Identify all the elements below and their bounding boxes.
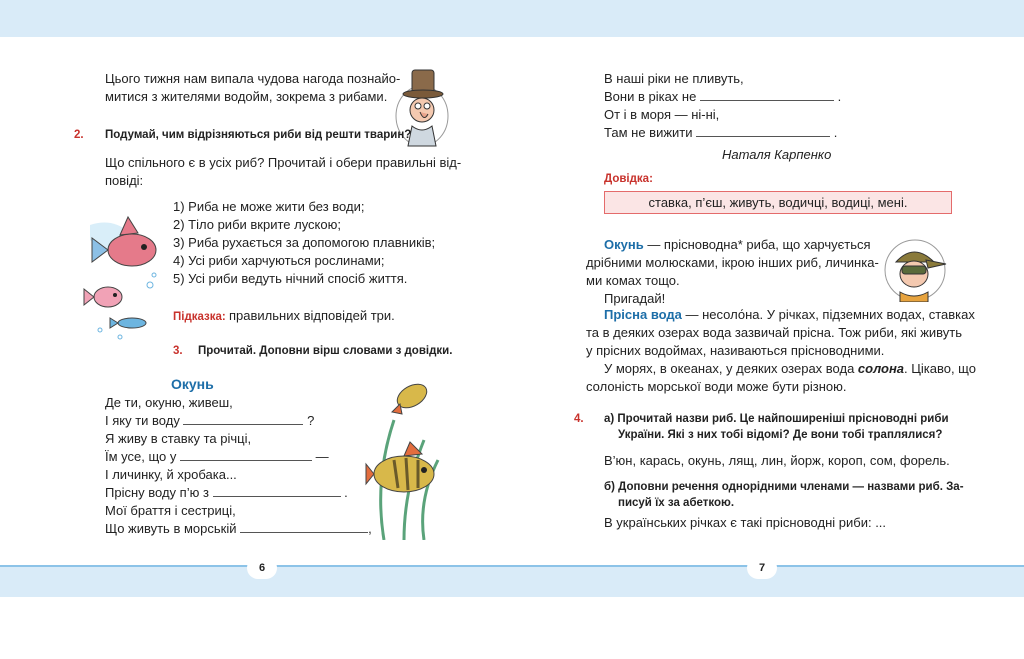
task3-title: Прочитай. Доповни вірш словами з довідки. (198, 345, 453, 357)
task4-a-line-1: а) Прочитай назви риб. Це найпоширеніші прісноводні риби (604, 413, 949, 425)
task2-question-1: Що спільного є в усіх риб? Прочитай і обери правильні від- (105, 155, 462, 170)
task4-a-line-2: України. Які з них тобі відомі? Де вони тобі траплялися? (618, 429, 943, 441)
hint-label: Підказка: (173, 311, 226, 323)
okun-term: Окунь (604, 237, 644, 252)
task4-b-line-1: б) Доповни речення однорідними членами — назвами риб. За- (604, 481, 964, 493)
presna-line-2: та в деяких озерах вода зазвичай прісна. Тож риби, які живуть (586, 325, 963, 340)
okun-line-1: Окунь — прісноводна* риба, що харчується (604, 237, 871, 252)
okun-line-3: ми комах тощо. (586, 273, 680, 288)
poem-line-2: І яку ти воду ? (105, 413, 315, 428)
poem-line-1: Де ти, окуню, живеш, (105, 395, 233, 410)
poem-author: Наталя Карпенко (722, 147, 832, 162)
poem-cont-line-2: Вони в ріках не . (604, 89, 842, 104)
blank-line[interactable] (700, 88, 834, 101)
option-1: 1) Риба не може жити без води; (173, 199, 365, 214)
page-number-right: 7 (747, 557, 777, 579)
remember-text: Пригадай! (604, 291, 666, 306)
fish-illustration (80, 205, 168, 345)
blank-line[interactable] (240, 520, 368, 533)
hint-text: правильних відповідей три. (229, 308, 395, 323)
blank-line[interactable] (180, 448, 312, 461)
bottom-band (0, 567, 1024, 597)
poem-cont-line-1: В наші ріки не пливуть, (604, 71, 744, 86)
task3-number: 3. (173, 345, 183, 357)
option-4: 4) Усі риби харчуються рослинами; (173, 253, 385, 268)
poem-cont-line-3: От і в моря — ні-ні, (604, 107, 720, 122)
poem-cont-line-4: Там не вижити . (604, 125, 838, 140)
sea-line-2: солоність морської води може бути різною. (586, 379, 847, 394)
poem-line-6: Прісну воду п’ю з . (105, 485, 348, 500)
poem-line-8: Що живуть в морській , (105, 521, 372, 536)
okun-line-2: дрібними молюсками, ікрою інших риб, личинка- (586, 255, 879, 270)
blank-line[interactable] (183, 412, 303, 425)
page-number-left: 6 (247, 557, 277, 579)
task4-b-line-2: писуй їх за абеткою. (618, 497, 735, 509)
task4-sentence: В українських річках є такі прісноводні риби: ... (604, 515, 887, 530)
poem-line-7: Мої браття і сестриці, (105, 503, 236, 518)
poem-line-3: Я живу в ставку та річці, (105, 431, 252, 446)
option-2: 2) Тіло риби вкрите лускою; (173, 217, 341, 232)
task2-title: Подумай, чим відрізняються риби від решти тварин? (105, 129, 412, 141)
blank-line[interactable] (696, 124, 830, 137)
presna-line-3: у прісних водоймах, називаються прісноводними. (586, 343, 885, 358)
fish-list: В’юн, карась, окунь, лящ, лин, йорж, короп, сом, форель. (604, 453, 950, 468)
sea-line-1: У морях, в океанах, у деяких озерах вода солона. Цікаво, що (604, 361, 976, 376)
option-3: 3) Риба рухається за допомогою плавників; (173, 235, 436, 250)
option-5: 5) Усі риби ведуть нічний спосіб життя. (173, 271, 408, 286)
intro-line-1: Цього тижня нам випала чудова нагода познайо- (105, 71, 401, 86)
top-band (0, 0, 1024, 37)
poem-title: Окунь (171, 376, 214, 392)
poem-line-4: Їм усе, що у — (105, 449, 329, 464)
dovidka-label: Довідка: (604, 173, 653, 185)
perch-illustration (364, 364, 446, 540)
blank-line[interactable] (213, 484, 341, 497)
presna-term: Прісна вода (604, 307, 682, 322)
task2-number: 2. (74, 129, 84, 141)
task2-question-2: повіді: (105, 173, 144, 188)
presna-line-1: Прісна вода — несоло́на. У річках, підземних водах, ставках (604, 307, 975, 322)
task4-number: 4. (574, 413, 584, 425)
dovidka-box: ставка, п’єш, живуть, водичці, водиці, мені. (604, 191, 952, 214)
poem-line-5: І личинку, й хробака... (105, 467, 237, 482)
boy-with-cap-illustration (880, 238, 950, 302)
intro-line-2: митися з жителями водойм, зокрема з рибами. (105, 89, 388, 104)
